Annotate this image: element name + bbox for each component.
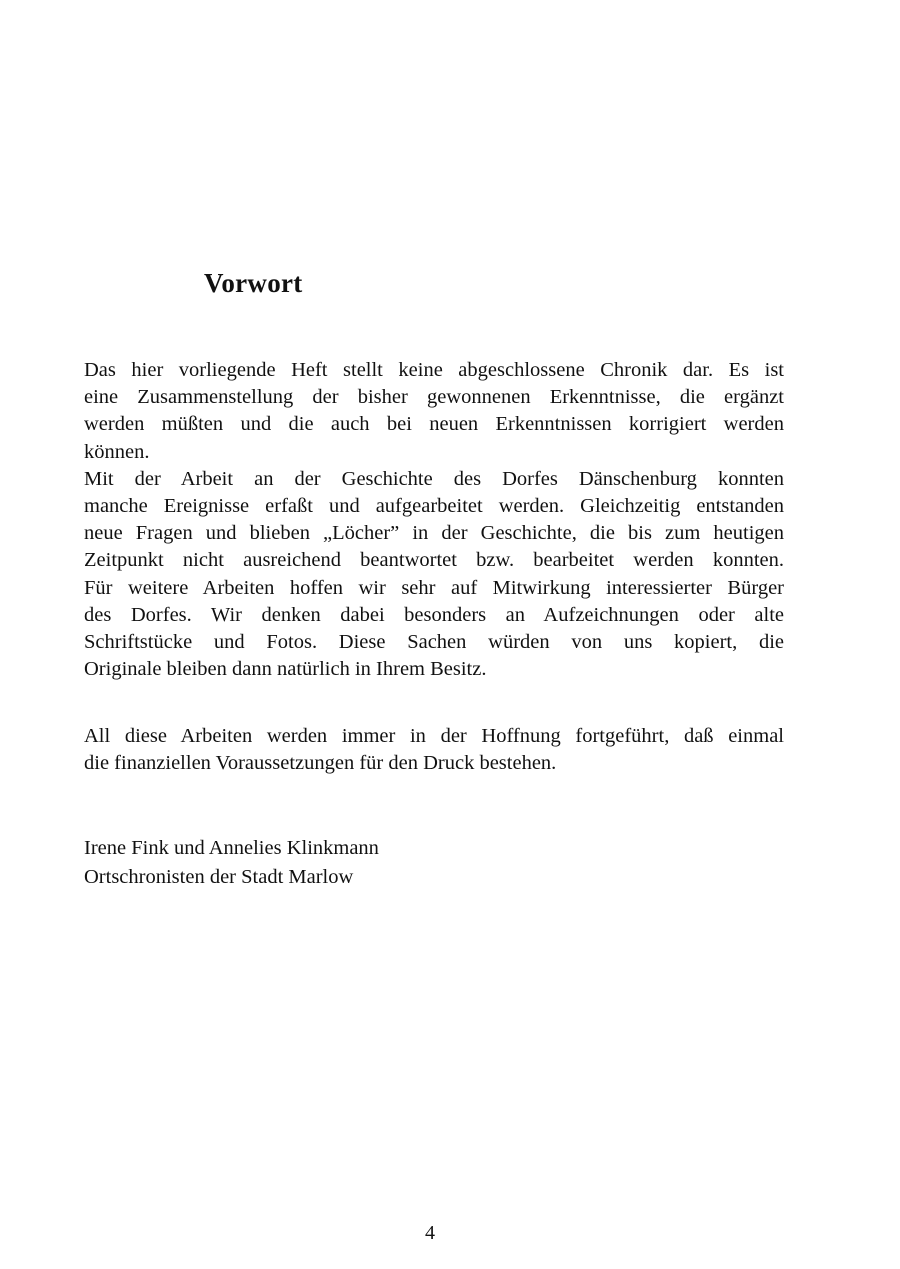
page-number: 4 <box>425 1222 435 1244</box>
text-line: All diese Arbeiten werden immer in der Hoffnung fortgeführt, daß einmal <box>84 725 784 747</box>
text-line: werden müßten und die auch bei neuen Erkenntnissen korrigiert werden <box>84 413 784 436</box>
signature-block <box>84 834 379 892</box>
text-line: des Dorfes. Wir denken dabei besonders an Aufzeichnungen oder alte <box>84 603 784 626</box>
text-line: Das hier vorliegende Heft stellt keine abgeschlossene Chronik dar. Es ist <box>84 359 784 381</box>
text-line: eine Zusammenstellung der bisher gewonnenen Erkenntnisse, die ergänzt <box>84 386 784 409</box>
text-line: Schriftstücke und Fotos. Diese Sachen würden von uns kopiert, die <box>84 631 784 654</box>
text-line: Originale bleiben dann natürlich in Ihrem Besitz. <box>84 658 487 681</box>
foreword-paragraph-1 <box>84 357 784 683</box>
text-line: können. <box>84 440 150 463</box>
text-line: Zeitpunkt nicht ausreichend beantwortet bzw. bearbeitet werden konnten. <box>84 549 784 572</box>
signature-names: Irene Fink und Annelies Klinkmann <box>84 837 379 859</box>
page-title: Vorwort <box>204 268 303 298</box>
text-line: Mit der Arbeit an der Geschichte des Dorfes Dänschenburg konnten <box>84 467 784 490</box>
text-line: manche Ereignisse erfaßt und aufgearbeitet werden. Gleichzeitig entstanden <box>84 495 784 518</box>
text-line: neue Fragen und blieben „Löcher” in der Geschichte, die bis zum heutigen <box>84 522 784 545</box>
text-line: Für weitere Arbeiten hoffen wir sehr auf Mitwirkung interessierter Bürger <box>84 576 784 599</box>
text-line: die finanziellen Voraussetzungen für den Druck bestehen. <box>84 752 557 775</box>
signature-role: Ortschronisten der Stadt Marlow <box>84 866 354 888</box>
foreword-paragraph-2 <box>84 723 784 777</box>
